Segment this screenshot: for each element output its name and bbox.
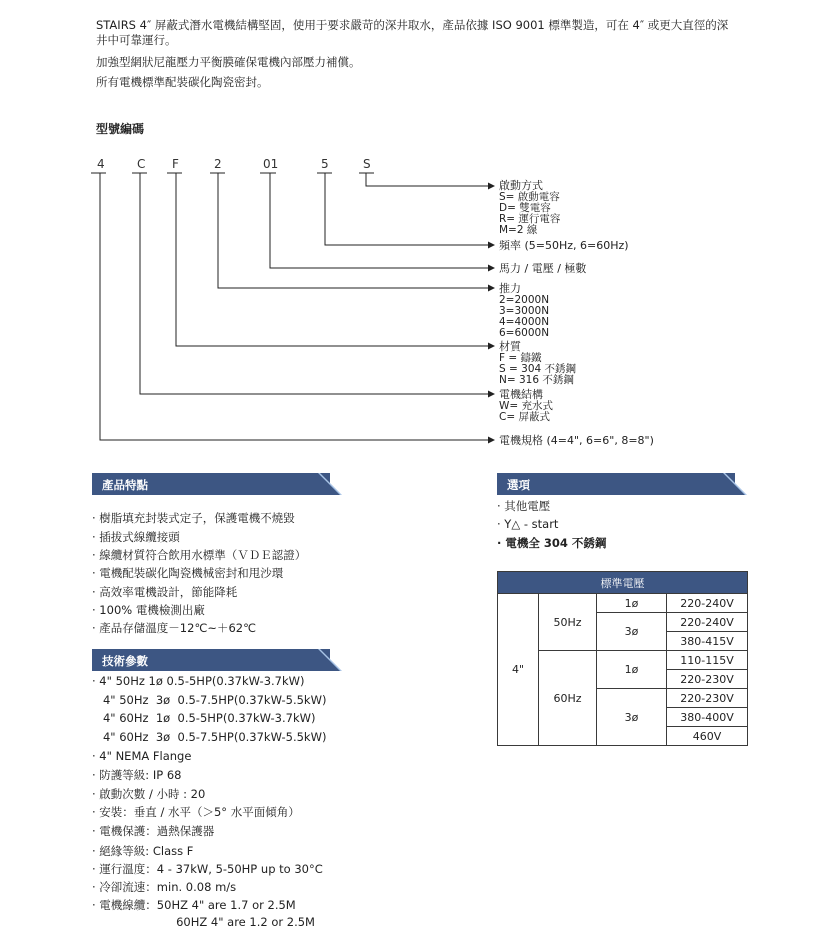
voltage-cell: 380-415V [667,632,748,651]
power-voltage-label: 馬力 / 電壓 / 極數 [499,262,587,275]
feature-item: · 100% 電機檢測出廠 [92,603,205,617]
feature-item: · 產品存儲溫度－12℃~＋62℃ [92,621,257,635]
tech-item: 60HZ 4" are 1.2 or 2.5M [92,915,315,929]
start-method-item: M=2 線 [499,224,538,236]
tech-item: · 安裝：垂直 / 水平（＞5° 水平面傾角） [92,805,300,819]
intro-line-3: 加強型網狀尼龍壓力平衡膜確保電機內部壓力補償。 [96,55,361,69]
options-banner [497,473,735,495]
size-cell: 4" [498,594,539,746]
features-banner [92,473,330,495]
thrust-item: 2=2000N [499,294,550,306]
model-code-connectors [0,0,816,460]
material-item: N= 316 不銹鋼 [499,374,574,386]
intro-line-4: 所有電機標準配裝碳化陶瓷密封。 [96,75,269,89]
size-label: 電機規格 (4=4", 6=6", 8=8") [499,434,654,447]
banner-tail-icon [304,473,344,495]
feature-item: · 線纜材質符合飲用水標準（ＶＤＥ認證） [92,548,307,562]
option-item: · 電機全 304 不銹鋼 [497,536,607,550]
start-method-item: R= 運行電容 [499,213,561,225]
banner-tail-icon [304,649,344,671]
tech-item: 4" 60Hz 1ø 0.5-5HP(0.37kW-3.7kW) [92,711,316,725]
voltage-cell: 220-240V [667,613,748,632]
start-method-label: 啟動方式 [499,179,543,192]
freq-50-cell: 50Hz [539,594,597,651]
voltage-table-title: 標準電壓 [498,572,748,594]
start-method-item: S= 啟動電容 [499,191,560,203]
structure-label: 電機結構 [499,388,543,401]
tech-item: · 4" NEMA Flange [92,749,192,763]
tech-item: · 絕緣等級: Class F [92,844,194,858]
voltage-cell: 110-115V [667,651,748,670]
option-item: · 其他電壓 [497,499,551,513]
feature-item: · 電機配裝碳化陶瓷機械密封和甩沙環 [92,566,284,580]
code-frequency: 5 [321,157,329,171]
voltage-cell: 380-400V [667,708,748,727]
voltage-cell: 220-240V [667,594,748,613]
tech-item: · 運行溫度：4 - 37kW, 5-50HP up to 30°C [92,862,323,876]
thrust-item: 6=6000N [499,327,550,339]
material-item: S = 304 不銹鋼 [499,363,577,375]
structure-item: C= 屏蔽式 [499,411,550,423]
feature-item: · 樹脂填充封裝式定子，保護電機不燒毀 [92,511,295,525]
code-power: 01 [263,157,279,171]
tech-item: 4" 60Hz 3ø 0.5-7.5HP(0.37kW-5.5kW) [92,730,327,744]
structure-item: W= 充水式 [499,400,554,412]
material-label: 材質 [499,340,521,353]
feature-item: · 插拔式線纜接頭 [92,530,180,544]
material-item: F = 鑄鐵 [499,352,542,364]
phase-cell: 3ø [597,613,667,651]
frequency-label: 頻率 (5=50Hz, 6=60Hz) [499,239,629,252]
tech-item: · 電機保護：過熱保護器 [92,824,215,838]
voltage-cell: 220-230V [667,670,748,689]
model-code-heading: 型號編碼 [96,122,145,136]
phase-cell: 3ø [597,689,667,746]
voltage-cell: 460V [667,727,748,746]
intro-line-1: STAIRS 4″ 屏蔽式潛水電機結構堅固，使用于要求嚴苛的深井取水，產品依據 ISO 9001 標準製造，可在 4″ 或更大直徑的深 [96,18,729,32]
code-size: 4 [97,157,105,171]
code-material: F [172,157,179,171]
code-start: S [363,157,371,171]
tech-item: · 冷卻流速：min. 0.08 m/s [92,880,237,894]
code-thrust: 2 [214,157,222,171]
tech-item: · 啟動次數 / 小時 : 20 [92,787,206,801]
technical-banner [92,649,330,671]
banner-tail-icon [709,473,749,495]
code-structure: C [137,157,146,171]
voltage-cell: 220-230V [667,689,748,708]
technical-title: 技術參數 [102,654,148,668]
feature-item: · 高效率電機設計，節能降耗 [92,585,238,599]
options-title: 選項 [507,478,530,492]
option-item: · Y△ - start [497,517,559,531]
tech-item: 4" 50Hz 3ø 0.5-7.5HP(0.37kW-5.5kW) [92,693,327,707]
intro-line-2: 井中可靠運行。 [96,33,177,47]
phase-cell: 1ø [597,594,667,613]
phase-cell: 1ø [597,651,667,689]
thrust-item: 4=4000N [499,316,550,328]
tech-item: · 電機線纜：50HZ 4" are 1.7 or 2.5M [92,898,296,912]
thrust-label: 推力 [499,282,521,295]
features-title: 產品特點 [102,478,148,492]
start-method-item: D= 雙電容 [499,202,551,214]
thrust-item: 3=3000N [499,305,550,317]
tech-item: · 防護等級: IP 68 [92,768,182,782]
tech-item: · 4" 50Hz 1ø 0.5-5HP(0.37kW-3.7kW) [92,674,305,688]
freq-60-cell: 60Hz [539,651,597,746]
voltage-table [497,571,748,746]
